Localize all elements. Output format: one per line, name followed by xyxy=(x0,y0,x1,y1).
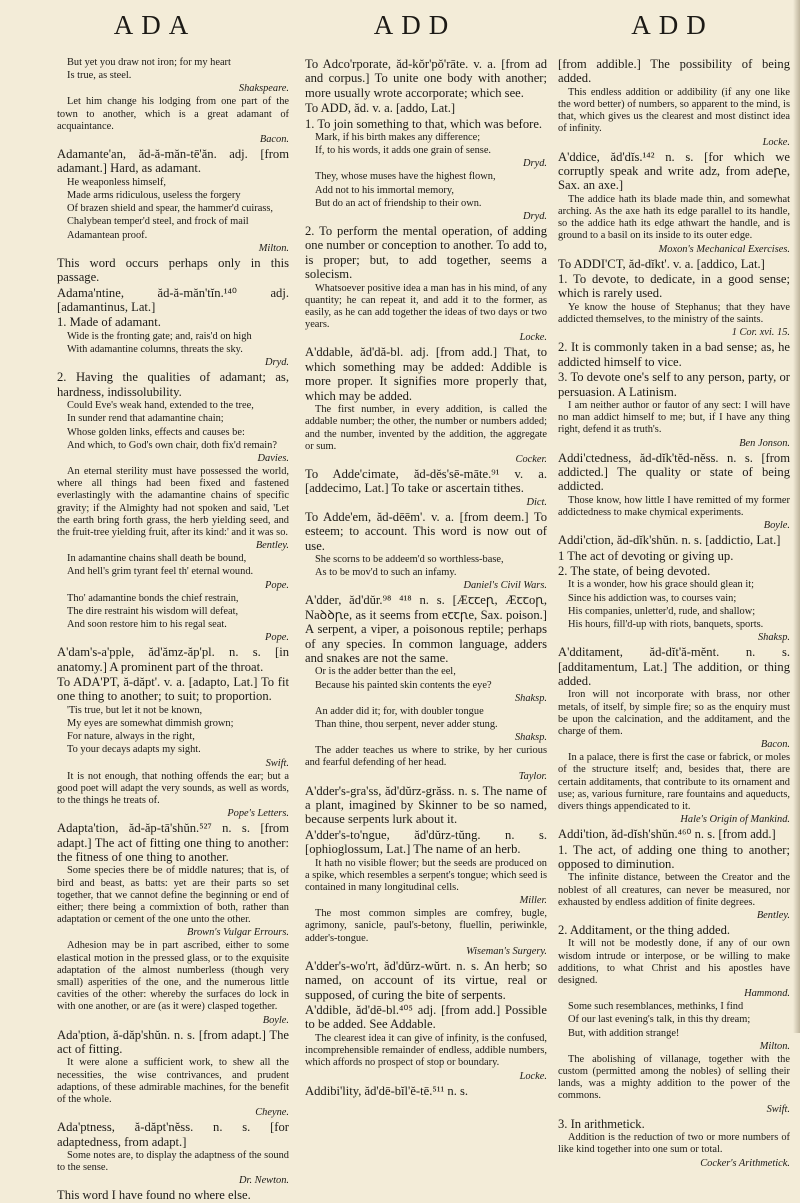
page-edge-shadow xyxy=(793,0,800,1033)
quotation-text: And hell's grim tyrant feel th' eternal wound. xyxy=(67,566,254,578)
quotation-text: But do an act of friendship to their own. xyxy=(315,197,482,209)
citation-source: Hammond. xyxy=(744,988,790,1000)
quotation-text: It is a wonder, how his grace should glean it; xyxy=(568,579,754,591)
quotation-text: She scorns to be addeem'd so worthless-base, xyxy=(315,553,504,565)
citation-source: Swift. xyxy=(766,1103,790,1115)
citation-source: Boyle. xyxy=(763,520,790,532)
citation-source: Cocker. xyxy=(515,453,547,465)
citation-source: Wiseman's Surgery. xyxy=(466,945,547,957)
entry-text: 2. The state, of being devoted. xyxy=(558,563,711,578)
quotation-text: Addition is the reduction of two or more numbers of like kind together into one sum or total. xyxy=(558,1132,790,1156)
quotation-text: Of our last evening's talk, in this thy dream; xyxy=(568,1014,751,1026)
entry-text: Addi'ctedness, ăd-dĭk'tĕd-nĕss. n. s. [from addicted.] The quality or state of being addicted. xyxy=(558,450,790,494)
quotation-text: If, to his words, it adds one grain of sense. xyxy=(315,145,492,157)
entry-text: To ADDI'CT, ăd-dĭkt'. v. a. [addico, Lat.] xyxy=(558,256,765,271)
entry-text: Ada'ptness, ă-dăpt'nĕss. n. s. [for adaptedness, from adapt.] xyxy=(57,1120,289,1149)
quotation-text: The infinite distance, between the Creator and the noblest of all creatures, can never be measured, nor exhausted by endless addition of finite degrees. xyxy=(558,872,790,908)
entry-text: To Adde'em, ăd-dēēm'. v. a. [from deem.] To esteem; to account. This word is now out of use. xyxy=(305,509,547,553)
quotation-text: Let him change his lodging from one part of the town to another, which is a great adamant of acquaintance. xyxy=(57,96,289,132)
quotation-text: Iron will not incorporate with brass, nor other metals, of itself, by simple fire; so as the enquiry must be upon the calcination, and the additament, and the charge of them. xyxy=(558,689,790,737)
citation-source: Miller. xyxy=(519,895,547,907)
quotation-text: In adamantine chains shall death be bound, xyxy=(67,553,247,565)
entry-text: Adama'ntine, ăd-ă-măn'tĭn.¹⁴⁰ adj. [adamantinus, Lat.] xyxy=(57,285,289,315)
quotation-text: The first number, in every addition, is called the addable number; the other, the number or numbers added; and the number, invented by the addition, the aggregate or sum. xyxy=(305,404,547,452)
quotation-text: They, whose muses have the highest flown, xyxy=(315,171,496,183)
entry-text: 2. It is commonly taken in a bad sense; as, he addicted himself to vice. xyxy=(558,340,790,369)
quotation-text: An eternal sterility must have possessed the world, where all things had been fixed and fastened everlastingly with the adamantine chains of specific gravity; if the Almighty had not spoken and said, 'Let the earth bring forth grass, the herb yielding seed, and the fruit-tree yielding fruit, after its kind:' and it was so. xyxy=(57,465,289,538)
citation-source: Swift. xyxy=(265,757,289,769)
quotation-text: His hours, fill'd-up with riots, banquets, sports. xyxy=(568,618,764,630)
quotation-text: The clearest idea it can give of infinity, is the confused, incomprehensible remainder of endless, addible numbers, which affords no prospect of stop or boundary. xyxy=(305,1032,547,1069)
entry-text: To Adco'rporate, ăd-kŏr'pŏ'rāte. v. a. [from ad and corpus.] To unite one body with another; more usually wrote accorporate; which see. xyxy=(305,57,547,100)
citation-source: Dr. Newton. xyxy=(239,1175,289,1187)
citation-source: Pope's Letters. xyxy=(227,808,289,820)
citation-source: Daniel's Civil Wars. xyxy=(463,580,547,592)
quotation-text: The addice hath its blade made thin, and somewhat arching. As the axe hath its edge parallel to its handle, so the addice hath its edge athwart the handle, and is ground to a basil on its inside to its outer edge. xyxy=(558,193,790,242)
quotation-text: His companies, unletter'd, rude, and shallow; xyxy=(568,605,756,617)
entry-text: Addibi'lity, ăd'dē-bĭl'ĕ-tē.⁵¹¹ n. s. xyxy=(305,1083,469,1098)
entry-text: 1 The act of devoting or giving up. xyxy=(558,548,734,563)
quotation-text: Whatsoever positive idea a man has in his mind, of any quantity; he can repeat it, and add it to the former, as easily, as he can add together the ideas of two days or two years. xyxy=(305,282,547,331)
citation-source: Shaksp. xyxy=(514,732,547,744)
quotation-text: It is not enough, that nothing offends the ear; but a good poet will adapt the very sounds, as well as words, to the things he treats of. xyxy=(57,770,289,806)
quotation-text: Of brazen shield and spear, the hammer'd cuirass, xyxy=(67,203,274,215)
citation-source: Locke. xyxy=(762,136,790,148)
citation-source: Pope. xyxy=(265,579,289,591)
quotation-text: Add not to his immortal memory, xyxy=(315,184,455,196)
quotation-text: To your decays adapts my sight. xyxy=(67,744,201,756)
citation-source: Locke. xyxy=(519,332,547,344)
entry-text: A'dder's-to'ngue, ăd'dŭrz-tŭng. n. s. [ophioglossum, Lat.] The name of an herb. xyxy=(305,827,547,857)
header-center: ADD xyxy=(373,10,457,40)
citation-source: Dryd. xyxy=(523,158,547,170)
quotation-text: For nature, always in the right, xyxy=(67,731,195,743)
entry-text: [from addible.] The possibility of being added. xyxy=(558,57,790,86)
entry-text: Addi'ction, ăd-dĭk'shŭn. n. s. [addictio, Lat.] xyxy=(558,533,781,548)
citation-source: Davies. xyxy=(257,452,289,464)
quotation-text: I am neither author or fautor of any sect: I will have no man addict himself to me; but, if I have any thing right, defend it as truth's. xyxy=(558,399,790,436)
quotation-text: But, with addition strange! xyxy=(568,1027,680,1039)
quotation-text: The dire restraint his wisdom will defeat, xyxy=(67,605,239,617)
quotation-text: Than thine, thou serpent, never adder stung. xyxy=(315,719,498,730)
citation-source: Milton. xyxy=(258,242,289,254)
quotation-text: Some notes are, to display the adaptness of the sound to the sense. xyxy=(57,1150,289,1174)
citation-source: Ben Jonson. xyxy=(739,437,790,449)
quotation-text: In sunder rend that adamantine chain; xyxy=(67,413,224,425)
quotation-text: An adder did it; for, with doubler tongue xyxy=(315,705,484,717)
citation-source: Hale's Origin of Mankind. xyxy=(680,814,790,826)
quotation-text: It will not be modestly done, if any of our own wisdom intrude or interpose, or be willing to make additions, to what Christ and his apostles have designed. xyxy=(558,938,790,987)
quotation-text: The most common simples are comfrey, bugle, agrimony, sanicle, paul's-betony, fluellin, periwinkle, adder's-tongue. xyxy=(305,908,547,944)
quotation-text: It hath no visible flower; but the seeds are produced on a spike, which resembles a serpent's tongue; which seed is contained in many longitudinal cells. xyxy=(305,857,547,894)
entry-text: 1. Made of adamant. xyxy=(57,315,161,330)
quotation-text: Adamantean proof. xyxy=(67,229,148,241)
entry-text: A'ddice, ăd'dĭs.¹⁴² n. s. [for which we corruptly speak and write adz, from adeꞃe, Sax. an axe.] xyxy=(558,149,790,193)
entry-text: Adamante'an, ăd-ă-măn-tē'ăn. adj. [from adamant.] Hard, as adamant. xyxy=(57,147,289,176)
quotation-text: Some such resemblances, methinks, I find xyxy=(568,1001,744,1013)
quotation-text: As to be mov'd to such an infamy. xyxy=(315,567,457,579)
column-middle xyxy=(305,57,547,1098)
entry-text: To ADA'PT, ă-dăpt'. v. a. [adapto, Lat.] To fit one thing to another; to suit; to proportion. xyxy=(57,674,289,704)
entry-text: A'dder, ăd'dŭr.⁹⁸ ⁴¹⁸ n. s. [Æꞇꞇeꞃ, Æꞇꞇoꞃ, Naꝺꝺꞃe, as it seems from eꞇꞇꞃe, Sax. poison.] A serpent, a viper, a poisonous reptile; perhaps of any species. In common language, adders and snakes are not the same. xyxy=(305,593,547,665)
quotation-text: Ye know the house of Stephanus; that they have addicted themselves, to the ministry of the saints. xyxy=(558,301,790,326)
entry-text: To Adde'cimate, ăd-dĕs'sē-māte.⁹¹ v. a. [addecimo, Lat.] To take or ascertain tithes. xyxy=(305,466,547,496)
quotation-text: Those know, how little I have remitted of my former addictedness to make chymical experiments. xyxy=(558,494,790,518)
quotation-text: The abolishing of villanage, together with the custom (permitted among the nobles) of selling their lands, was a mighty addition to the power of the commons. xyxy=(558,1053,790,1102)
quotation-text: Since his addiction was, to courses vain; xyxy=(568,592,737,604)
citation-source: Dryd. xyxy=(265,357,289,369)
quotation-text: Chalybean temper'd steel, and frock of mail xyxy=(67,216,249,228)
entry-text: A'dditament, ăd-dĭt'ă-mĕnt. n. s. [additamentum, Lat.] The addition, or thing added. xyxy=(558,645,790,688)
quotation-text: Some species there be of middle natures; that is, of bird and beast, as batts: yet are their parts so set together, that we cannot define the beginning or end of either; there being a commixtion of both, rather than adaptation or cement of the one unto the other. xyxy=(57,865,289,926)
citation-source: Taylor. xyxy=(518,770,547,782)
entry-text: 3. To devote one's self to any person, party, or persuasion. A Latinism. xyxy=(558,370,790,399)
quotation-text: But yet you draw not iron; for my heart xyxy=(67,57,231,68)
citation-source: Milton. xyxy=(759,1040,790,1052)
quotation-text: Adhesion may be in part ascribed, either to some elastical motion in the pressed glass, or to the exquisite adaptation of the almost numberless (though very small) asperities of the one, and the numerous little cavities of the other: whereby the surfaces do lock in with one another, or are (as it were) clasped together. xyxy=(57,940,289,1013)
entry-text: This word I have found no where else. xyxy=(57,1188,251,1203)
citation-source: Shakspeare. xyxy=(238,83,289,95)
citation-source: Shaksp. xyxy=(757,632,790,644)
entry-text: 1. To devote, to dedicate, in a good sense; which is rarely used. xyxy=(558,272,790,301)
citation-source: Locke. xyxy=(519,1070,547,1082)
citation-source: Cheyne. xyxy=(255,1107,289,1119)
entry-text: 2. To perform the mental operation, of adding one number or conception to another. To add to, is proper; but, to add together, seems a solecism. xyxy=(305,224,547,282)
entry-text: 3. In arithmetick. xyxy=(558,1116,645,1131)
header-left: ADA xyxy=(113,10,197,40)
entry-text: 1. The act, of adding one thing to another; opposed to diminution. xyxy=(558,842,790,872)
citation-source: Dict. xyxy=(526,496,547,508)
quotation-text: Or is the adder better than the eel, xyxy=(315,666,456,678)
citation-source: Boyle. xyxy=(262,1014,289,1026)
entry-text: A'dder's-wo'rt, ăd'dŭrz-wŭrt. n. s. An herb; so named, on account of its virtue, real or supposed, of curing the bite of serpents. xyxy=(305,958,547,1002)
quotation-text: Could Eve's weak hand, extended to the tree, xyxy=(67,400,254,412)
entry-text: This word occurs perhaps only in this passage. xyxy=(57,255,289,285)
entry-text: Addi'tion, ăd-dĭsh'shŭn.⁴⁶⁰ n. s. [from add.] xyxy=(558,827,776,842)
entry-text: Ada'ption, ă-dăp'shŭn. n. s. [from adapt.] The act of fitting. xyxy=(57,1027,289,1057)
column-left xyxy=(57,57,289,1203)
entry-text: 2. Additament, or the thing added. xyxy=(558,923,731,938)
entry-text: 1. To join something to that, which was before. xyxy=(305,116,543,131)
quotation-text: And which, to God's own chair, doth fix'd remain? xyxy=(67,439,277,451)
citation-source: Bentley. xyxy=(255,540,289,552)
quotation-text: My eyes are somewhat dimmish grown; xyxy=(67,717,234,729)
citation-source: Bacon. xyxy=(259,134,289,146)
quotation-text: This endless addition or addibility (if any one like the word better) of numbers, so apparent to the mind, is that, which gives us the clearest and most distinct idea of infinity. xyxy=(558,86,790,135)
quotation-text: Wide is the fronting gate; and, rais'd on high xyxy=(67,330,252,342)
quotation-text: With adamantine columns, threats the sky. xyxy=(67,344,243,356)
entry-text: A'dder's-gra'ss, ăd'dŭrz-grăss. n. s. The name of a plant, imagined by Skinner to be so named, because serpents lurk about it. xyxy=(305,783,547,827)
quotation-text: 'Tis true, but let it not be known, xyxy=(67,704,203,716)
running-headers xyxy=(60,10,780,50)
quotation-text: The adder teaches us where to strike, by her curious and fearful defending of her head. xyxy=(305,745,547,769)
citation-source: Pope. xyxy=(265,632,289,644)
entry-text: Adapta'tion, ăd-ăp-tā'shŭn.⁵²⁷ n. s. [from adapt.] The act of fitting one thing to another: the fitness of one thing to another. xyxy=(57,821,289,864)
quotation-text: Whose golden links, effects and causes be: xyxy=(67,426,245,438)
quotation-text: Tho' adamantine bonds the chief restrain, xyxy=(67,592,239,604)
quotation-text: Mark, if his birth makes any difference; xyxy=(315,132,481,144)
entry-text: A'ddible, ăd'dē-bl.⁴⁰⁵ adj. [from add.] Possible to be added. See Addable. xyxy=(305,1003,547,1032)
quotation-text: Made arms ridiculous, useless the forgery xyxy=(67,190,241,202)
citation-source: Bentley. xyxy=(756,910,790,922)
citation-source: Bacon. xyxy=(760,739,790,751)
quotation-text: In a palace, there is first the case or fabrick, or moles of the structure itself; and, besides that, there are certain additaments, that contribute to its ornament and use; as, various furniture, rare fountains and aqueducts, divers things appendicated to it. xyxy=(558,752,790,813)
entry-text: To ADD, ăd. v. a. [addo, Lat.] xyxy=(305,101,456,116)
quotation-text: Because his painted skin contents the eye? xyxy=(315,679,492,691)
quotation-text: It were alone a sufficient work, to shew all the necessities, the wise contrivances, and prudent adaptions, of these admirable machines, for the benefit of the whole. xyxy=(57,1057,289,1106)
quotation-text: And soon restore him to his regal seat. xyxy=(67,618,227,630)
entry-text: A'ddable, ăd'dă-bl. adj. [from add.] That, to which something may be added: Addible is more proper. It signifies more properly that, which may be added. xyxy=(305,345,547,403)
citation-source: Brown's Vulgar Errours. xyxy=(186,927,289,939)
entry-text: 2. Having the qualities of adamant; as, hardness, indissolubility. xyxy=(57,370,289,399)
citation-source: Dryd. xyxy=(523,211,547,223)
entry-text: A'dam's-a'pple, ăd'ămz-ăp'pl. n. s. [in anatomy.] A prominent part of the throat. xyxy=(57,645,289,674)
quotation-text: Is true, as steel. xyxy=(67,70,132,82)
citation-source: 1 Cor. xvi. 15. xyxy=(731,327,790,339)
citation-source: Cocker's Arithmetick. xyxy=(700,1157,790,1169)
citation-source: Shaksp. xyxy=(514,692,547,704)
column-right xyxy=(558,57,790,1169)
quotation-text: He weaponless himself, xyxy=(67,176,166,188)
citation-source: Moxon's Mechanical Exercises. xyxy=(658,243,790,255)
header-right: ADD xyxy=(631,10,714,40)
